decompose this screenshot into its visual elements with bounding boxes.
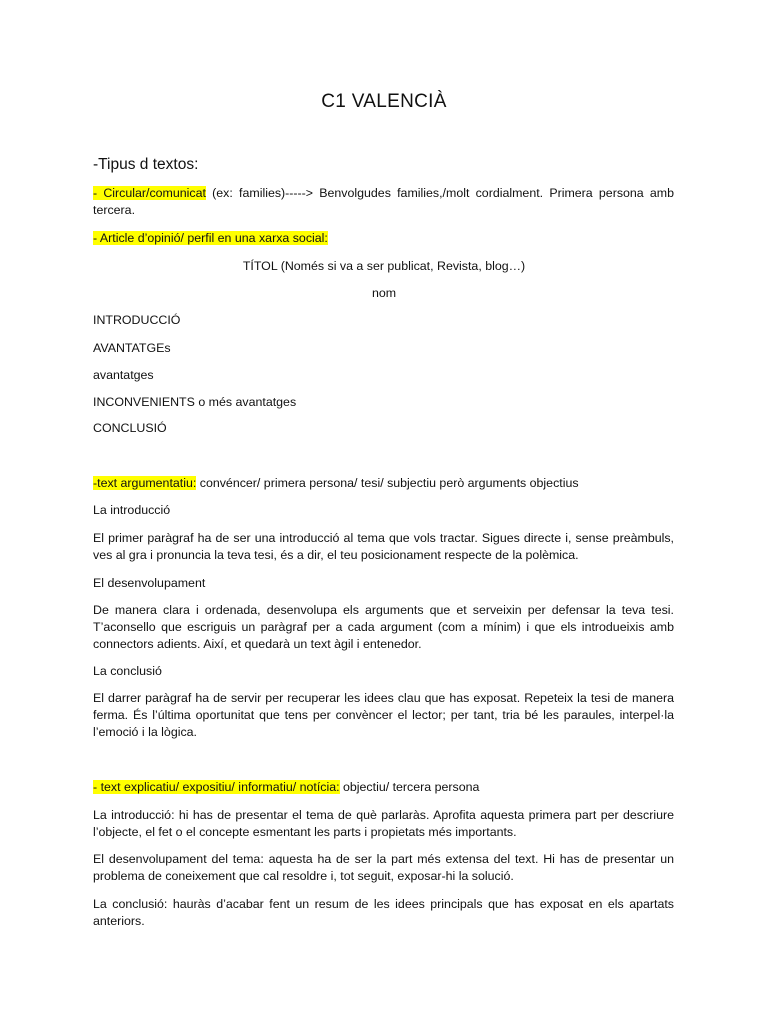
document-title: C1 VALENCIÀ bbox=[321, 91, 447, 112]
article-titol: TÍTOL (Només si va a ser publicat, Revista, blog…) bbox=[242, 259, 526, 273]
subsection-body: De manera clara i ordenada, desenvolupa els arguments que et serveixin per defensar la teva tesi. T’aconsello que escriguis un paràgraf per a cada argument (com a mínim) i que els introdueixis amb connectors adients. Així, et quedarà un text àgil i entenedor. bbox=[93, 603, 674, 651]
structure-item: AVANTATGEs bbox=[93, 341, 171, 355]
article-paragraph bbox=[93, 230, 674, 247]
argumentatiu-paragraph bbox=[93, 475, 674, 492]
subsection-heading: La conclusió bbox=[93, 664, 162, 678]
subsection-heading: El desenvolupament bbox=[93, 576, 206, 590]
structure-item: avantatges bbox=[93, 368, 154, 382]
structure-item: INTRODUCCIÓ bbox=[93, 313, 181, 327]
structure-item: INCONVENIENTS o més avantatges bbox=[93, 395, 297, 409]
article-nom: nom bbox=[371, 286, 397, 300]
circular-paragraph bbox=[93, 185, 674, 219]
explicatiu-text: objectiu/ tercera persona bbox=[339, 780, 480, 794]
explicatiu-body: La introducció: hi has de presentar el tema de què parlaràs. Aprofita aquesta primera part per descriure l’objecte, el fet o el concepte esmentant les parts i propietats més importants. bbox=[93, 808, 674, 839]
circular-label: - Circular/comunicat bbox=[93, 186, 206, 200]
explicatiu-paragraph bbox=[93, 779, 674, 796]
explicatiu-body: El desenvolupament del tema: aquesta ha de ser la part més extensa del text. Hi has de presentar un problema de coneixement que cal resoldre i, tot seguit, exposar-hi la solució. bbox=[93, 852, 674, 883]
subsection-body: El darrer paràgraf ha de servir per recuperar les idees clau que has exposat. Repeteix la tesi de manera ferma. És l’última oportunitat que tens per convèncer el lector; per tant, tria bé les paraules, interpel·la l’emoció i la lògica. bbox=[93, 691, 674, 739]
circular-text: (ex: families)-----> Benvolgudes families,/molt cordialment. Primera persona amb tercera. bbox=[93, 186, 675, 217]
explicatiu-label: - text explicatiu/ expositiu/ informatiu/ notícia: bbox=[93, 780, 340, 794]
explicatiu-body: La conclusió: hauràs d’acabar fent un resum de les idees principals que has exposat en els apartats anteriors. bbox=[93, 897, 674, 928]
argumentatiu-text: convéncer/ primera persona/ tesi/ subjectiu però arguments objectius bbox=[196, 476, 579, 490]
subsection-heading: La introducció bbox=[93, 503, 171, 517]
article-label: - Article d’opinió/ perfil en una xarxa social: bbox=[93, 231, 328, 245]
argumentatiu-label: -text argumentatiu: bbox=[93, 476, 197, 490]
subsection-body: El primer paràgraf ha de ser una introducció al tema que vols tractar. Sigues directe i, sense preàmbuls, ves al gra i pronuncia la teva tesi, és a dir, el teu posicionament respecte de la polèmica. bbox=[93, 531, 674, 562]
section-heading: -Tipus d textos: bbox=[93, 156, 199, 173]
structure-item: CONCLUSIÓ bbox=[93, 421, 167, 435]
